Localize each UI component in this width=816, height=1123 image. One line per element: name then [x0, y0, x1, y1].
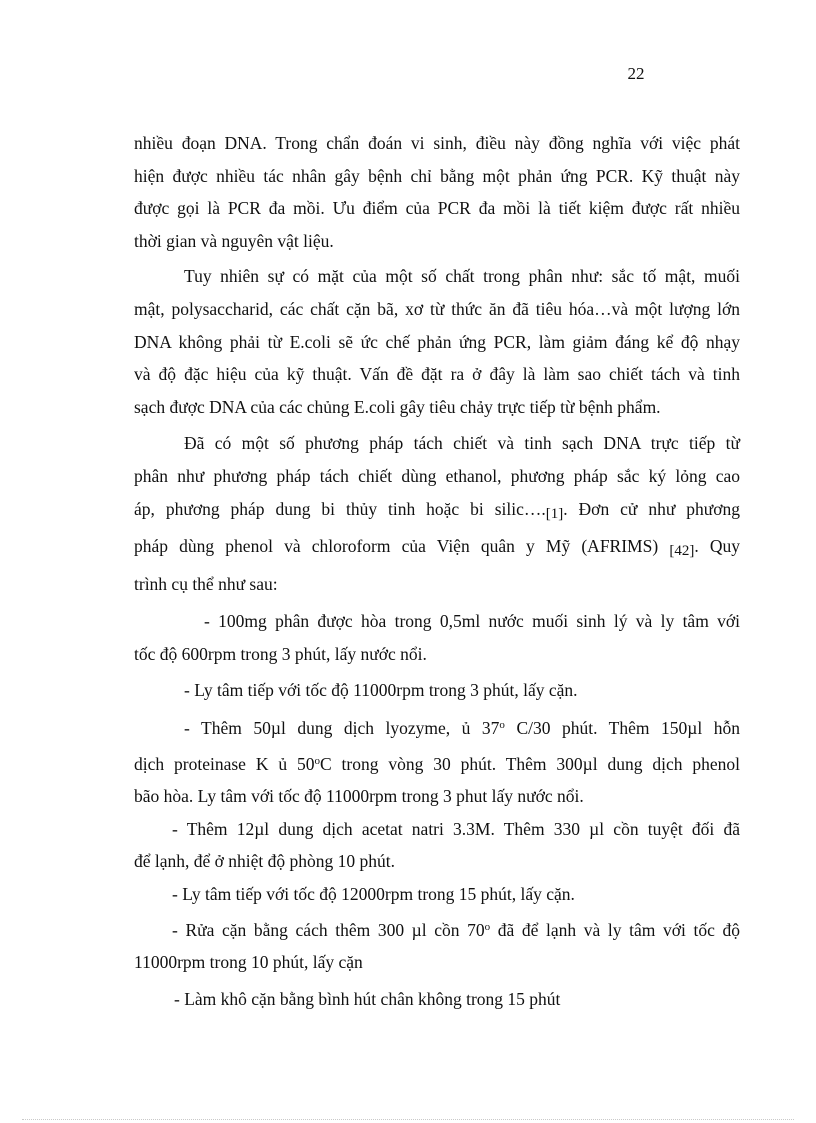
step-1: - 100mg phân được hòa trong 0,5ml nước muối sinh lý và ly tâm với	[204, 611, 740, 632]
degree-symbol: o	[499, 719, 505, 732]
paragraph-inhibitors	[134, 260, 740, 423]
step-6	[134, 911, 740, 947]
text-line: DNA không phải từ E.coli sẽ ức chế phản ứng PCR, làm giảm đáng kể độ nhạy	[134, 331, 740, 352]
text-segment: C/30 phút. Thêm 150µl hỗn	[504, 718, 740, 739]
text-line: sạch được DNA của các chủng E.coli gây tiêu chảy trực tiếp từ bệnh phẩm.	[134, 396, 661, 417]
step-1-cont: tốc độ 600rpm trong 3 phút, lấy nước nổi.	[134, 643, 427, 664]
text-line: thời gian và nguyên vật liệu.	[134, 230, 334, 251]
step-5: - Ly tâm tiếp với tốc độ 12000rpm trong 15 phút, lấy cặn.	[172, 884, 575, 905]
text-line: nhiều đoạn DNA. Trong chẩn đoán vi sinh, điều này đồng nghĩa với việc phát	[134, 133, 740, 153]
citation: [42]	[669, 543, 695, 560]
procedure-steps	[134, 605, 740, 1015]
degree-symbol: o	[314, 754, 320, 767]
step-4: - Thêm 12µl dung dịch acetat natri 3.3M. Thêm 330 µl cồn tuyệt đối đã	[172, 818, 740, 839]
document-body	[134, 127, 740, 1015]
text-line: và độ đặc hiệu của kỹ thuật. Vấn đề đặt ra ở đây là làm sao chiết tách và tinh	[134, 364, 740, 385]
text-line: trình cụ thể như sau:	[134, 573, 278, 594]
step-2: - Ly tâm tiếp với tốc độ 11000rpm trong 3 phút, lấy cặn.	[184, 679, 578, 700]
paragraph-extraction-methods	[134, 427, 740, 600]
text-segment: . Đơn cử như phương	[563, 498, 740, 519]
text-segment: . Quy	[694, 536, 741, 557]
text-line: Đã có một số phương pháp tách chiết và tinh sạch DNA trực tiếp từ	[184, 433, 740, 454]
text-segment: C trong vòng 30 phút. Thêm 300µl dung dịch phenol	[319, 753, 741, 774]
text-line: hiện được nhiều tác nhân gây bệnh chỉ bằng một phản ứng PCR. Kỹ thuật này	[134, 165, 740, 186]
text-line: phân như phương pháp tách chiết dùng ethanol, phương pháp sắc ký lỏng cao	[134, 465, 740, 486]
step-3-cont	[134, 745, 740, 781]
step-3	[134, 709, 740, 745]
text-segment: pháp dùng phenol và chloroform của Viện quân y Mỹ (AFRIMS)	[134, 536, 659, 557]
citation: [1]	[545, 505, 564, 522]
text-line: mật, polysaccharid, các chất cặn bã, xơ từ thức ăn đã tiêu hóa…và một lượng lớn	[134, 298, 740, 319]
paragraph-pcr-multiplex	[134, 127, 740, 257]
step-6-cont: 11000rpm trong 10 phút, lấy cặn	[134, 952, 363, 973]
text-line: Tuy nhiên sự có mặt của một số chất trong phân như: sắc tố mật, muối	[184, 266, 740, 287]
step-4-cont: để lạnh, để ở nhiệt độ phòng 10 phút.	[134, 851, 396, 872]
text-segment: - Thêm 50µl dung dịch lyozyme, ủ 37	[184, 718, 500, 739]
text-segment: đã để lạnh và ly tâm với tốc độ	[490, 919, 740, 940]
step-7: - Làm khô cặn bằng bình hút chân không trong 15 phút	[174, 988, 561, 1009]
text-line	[134, 493, 740, 531]
text-line	[134, 530, 740, 568]
page-bottom-divider	[22, 1119, 794, 1120]
page-number: 22	[627, 64, 645, 83]
step-3-cont: bão hòa. Ly tâm với tốc độ 11000rpm trong 3 phut lấy nước nổi.	[134, 786, 584, 807]
text-segment: - Rửa cặn bằng cách thêm 300 µl cồn 70	[172, 919, 485, 940]
text-line: được gọi là PCR đa mồi. Ưu điểm của PCR đa mồi là tiết kiệm được rất nhiều	[134, 198, 740, 219]
degree-symbol: o	[484, 920, 491, 933]
text-segment: áp, phương pháp dung bi thủy tinh hoặc bi silic….	[134, 498, 546, 519]
text-segment: dịch proteinase K ủ 50	[134, 753, 315, 774]
